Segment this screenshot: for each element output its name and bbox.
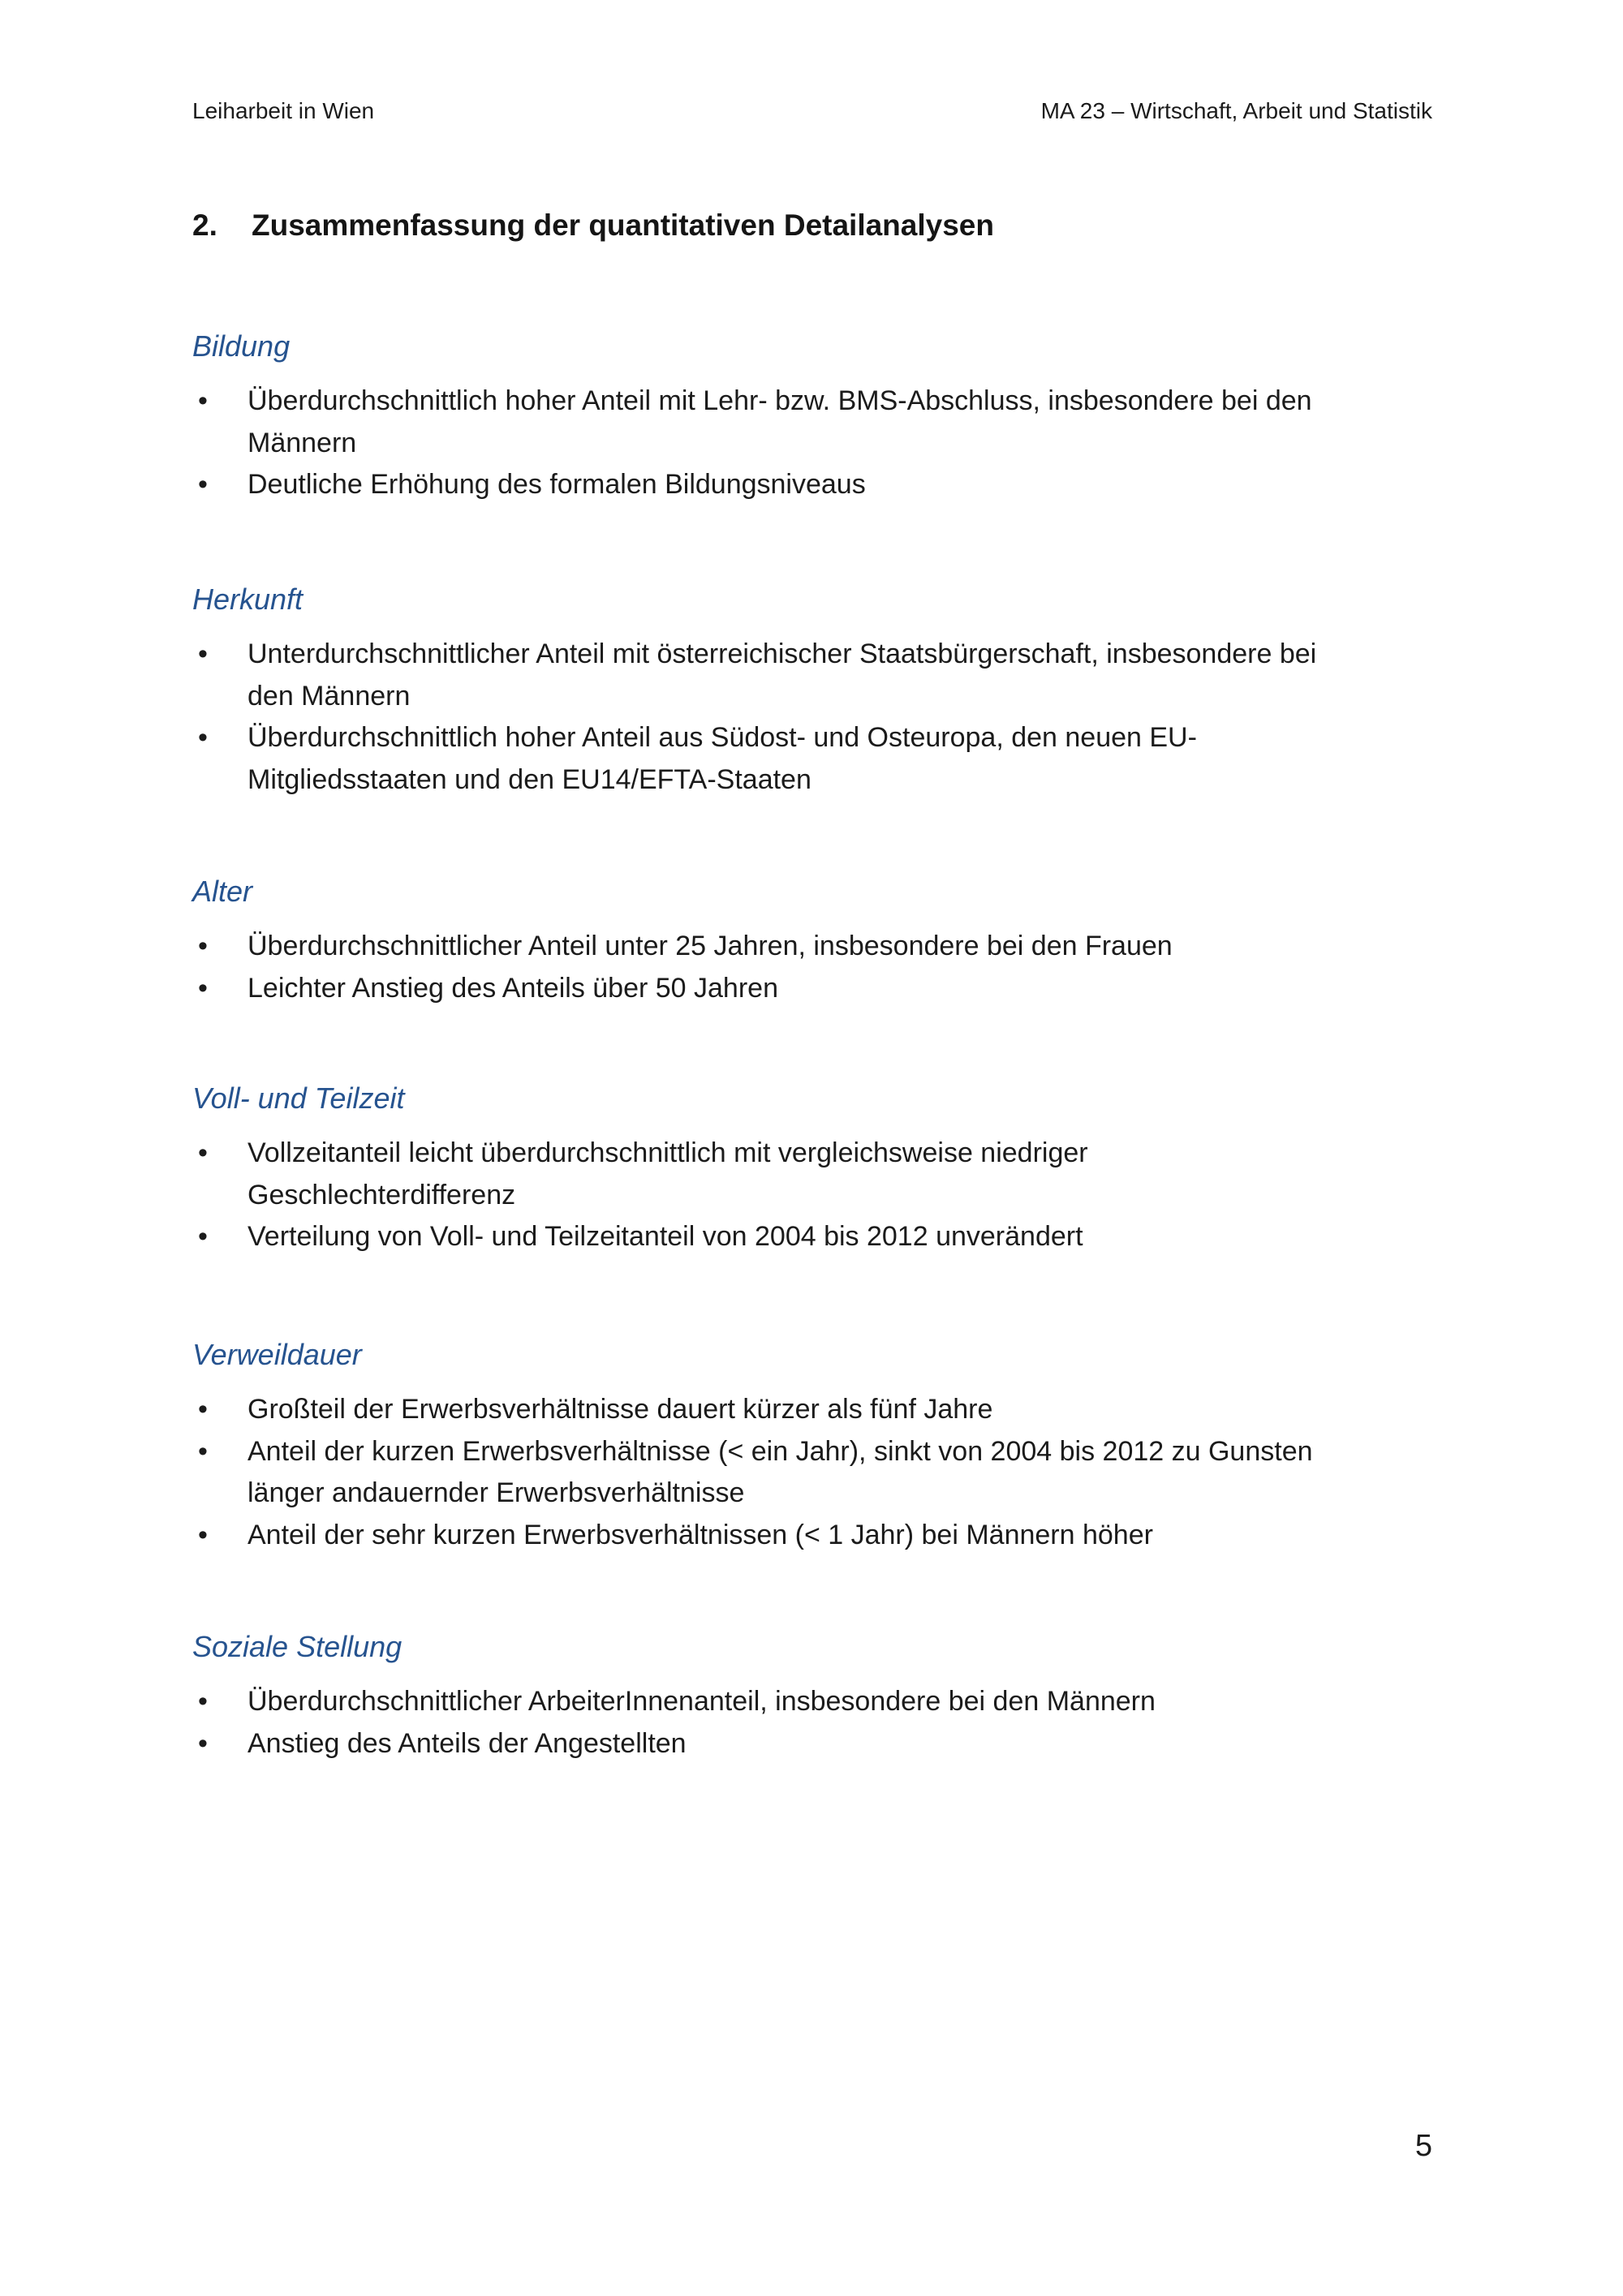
bullet-line: Anteil der kurzen Erwerbsverhältnisse (< ein Jahr), sinkt von 2004 bis 2012 zu Gunsten: [248, 1435, 1313, 1467]
bullet-item: [192, 634, 1432, 717]
bullet-line: Überdurchschnittlicher ArbeiterInnenanteil, insbesondere bei den Männern: [248, 1686, 1156, 1717]
section-alter: [192, 874, 1432, 1009]
header-left-title: Leiharbeit in Wien: [192, 98, 375, 123]
bullet-line: Überdurchschnittlich hoher Anteil mit Lehr- bzw. BMS-Abschluss, insbesondere bei den: [248, 385, 1312, 416]
bullet-line: länger andauernder Erwerbsverhältnisse: [248, 1477, 745, 1509]
bullet-icon: •: [198, 1221, 208, 1253]
bullet-item: [192, 1431, 1432, 1515]
bullet-icon: •: [198, 1727, 208, 1759]
bullet-list: [192, 634, 1432, 801]
bullet-icon: •: [198, 1394, 208, 1425]
bullet-item: [192, 1216, 1432, 1258]
bullet-icon: •: [198, 1519, 208, 1550]
bullet-text: [248, 1431, 1432, 1515]
bullet-line: Deutliche Erhöhung des formalen Bildungsniveaus: [248, 469, 866, 501]
bullet-line: Mitgliedsstaaten und den EU14/EFTA-Staaten: [248, 763, 812, 795]
main-heading: [192, 207, 1432, 244]
bullet-text: [248, 1216, 1432, 1258]
bullet-icon: •: [198, 1435, 208, 1467]
bullet-text: [248, 464, 1432, 506]
bullet-icon: •: [198, 385, 208, 416]
section-title: Voll- und Teilzeit: [192, 1081, 405, 1115]
bullet-icon: •: [198, 638, 208, 669]
bullet-list: [192, 926, 1432, 1009]
bullet-item: [192, 381, 1432, 464]
section-title: Alter: [192, 875, 253, 908]
bullet-item: [192, 717, 1432, 801]
section-title: Herkunft: [192, 583, 304, 616]
bullet-line: Unterdurchschnittlicher Anteil mit österreichischer Staatsbürgerschaft, insbesondere bei: [248, 638, 1317, 669]
bullet-line: Überdurchschnittlich hoher Anteil aus Südost- und Osteuropa, den neuen EU-: [248, 722, 1197, 754]
bullet-icon: •: [198, 972, 208, 1004]
bullet-list: [192, 1681, 1432, 1765]
header-right-title: MA 23 – Wirtschaft, Arbeit und Statistik: [1040, 98, 1432, 123]
bullet-list: [192, 1133, 1432, 1258]
bullet-item: [192, 968, 1432, 1010]
bullet-list: [192, 1389, 1432, 1556]
bullet-item: [192, 1389, 1432, 1431]
bullet-item: [192, 1723, 1432, 1765]
bullet-item: [192, 1515, 1432, 1557]
bullet-line: Leichter Anstieg des Anteils über 50 Jahren: [248, 972, 778, 1004]
page-header: [192, 97, 1432, 125]
bullet-text: [248, 717, 1432, 801]
bullet-line: Geschlechterdifferenz: [248, 1179, 516, 1210]
bullet-list: [192, 381, 1432, 506]
bullet-item: [192, 926, 1432, 968]
bullet-text: [248, 926, 1432, 968]
bullet-text: [248, 968, 1432, 1010]
bullet-item: [192, 1133, 1432, 1216]
bullet-line: Anteil der sehr kurzen Erwerbsverhältnissen (< 1 Jahr) bei Männern höher: [248, 1519, 1153, 1550]
bullet-icon: •: [198, 1686, 208, 1717]
section-soziale-stellung: [192, 1629, 1432, 1765]
bullet-line: Großteil der Erwerbsverhältnisse dauert kürzer als fünf Jahre: [248, 1394, 993, 1425]
section-herkunft: [192, 582, 1432, 801]
bullet-line: Männern: [248, 427, 357, 458]
section-title: Bildung: [192, 329, 291, 363]
bullet-line: Anstieg des Anteils der Angestellten: [248, 1727, 687, 1759]
bullet-text: [248, 381, 1432, 464]
bullet-icon: •: [198, 722, 208, 754]
bullet-line: Vollzeitanteil leicht überdurchschnittlich mit vergleichsweise niedriger: [248, 1137, 1088, 1168]
main-heading-text: Zusammenfassung der quantitativen Detailanalysen: [252, 209, 994, 242]
bullet-text: [248, 634, 1432, 717]
main-heading-number: 2.: [192, 209, 217, 242]
section-title: Soziale Stellung: [192, 1630, 403, 1663]
bullet-icon: •: [198, 469, 208, 501]
bullet-icon: •: [198, 931, 208, 961]
section-voll-und-teilzeit: [192, 1081, 1432, 1258]
section-verweildauer: [192, 1337, 1432, 1556]
page-number: 5: [1414, 2129, 1432, 2163]
bullet-item: [192, 1681, 1432, 1723]
bullet-line: Verteilung von Voll- und Teilzeitanteil von 2004 bis 2012 unverändert: [248, 1221, 1083, 1253]
bullet-icon: •: [198, 1137, 208, 1168]
bullet-text: [248, 1389, 1432, 1431]
bullet-line: Überdurchschnittlicher Anteil unter 25 Jahren, insbesondere bei den Frauen: [248, 931, 1173, 961]
section-bildung: [192, 329, 1432, 506]
bullet-text: [248, 1515, 1432, 1557]
bullet-item: [192, 464, 1432, 506]
bullet-line: den Männern: [248, 680, 411, 712]
bullet-text: [248, 1681, 1432, 1723]
bullet-text: [248, 1133, 1432, 1216]
section-title: Verweildauer: [192, 1338, 362, 1371]
bullet-text: [248, 1723, 1432, 1765]
